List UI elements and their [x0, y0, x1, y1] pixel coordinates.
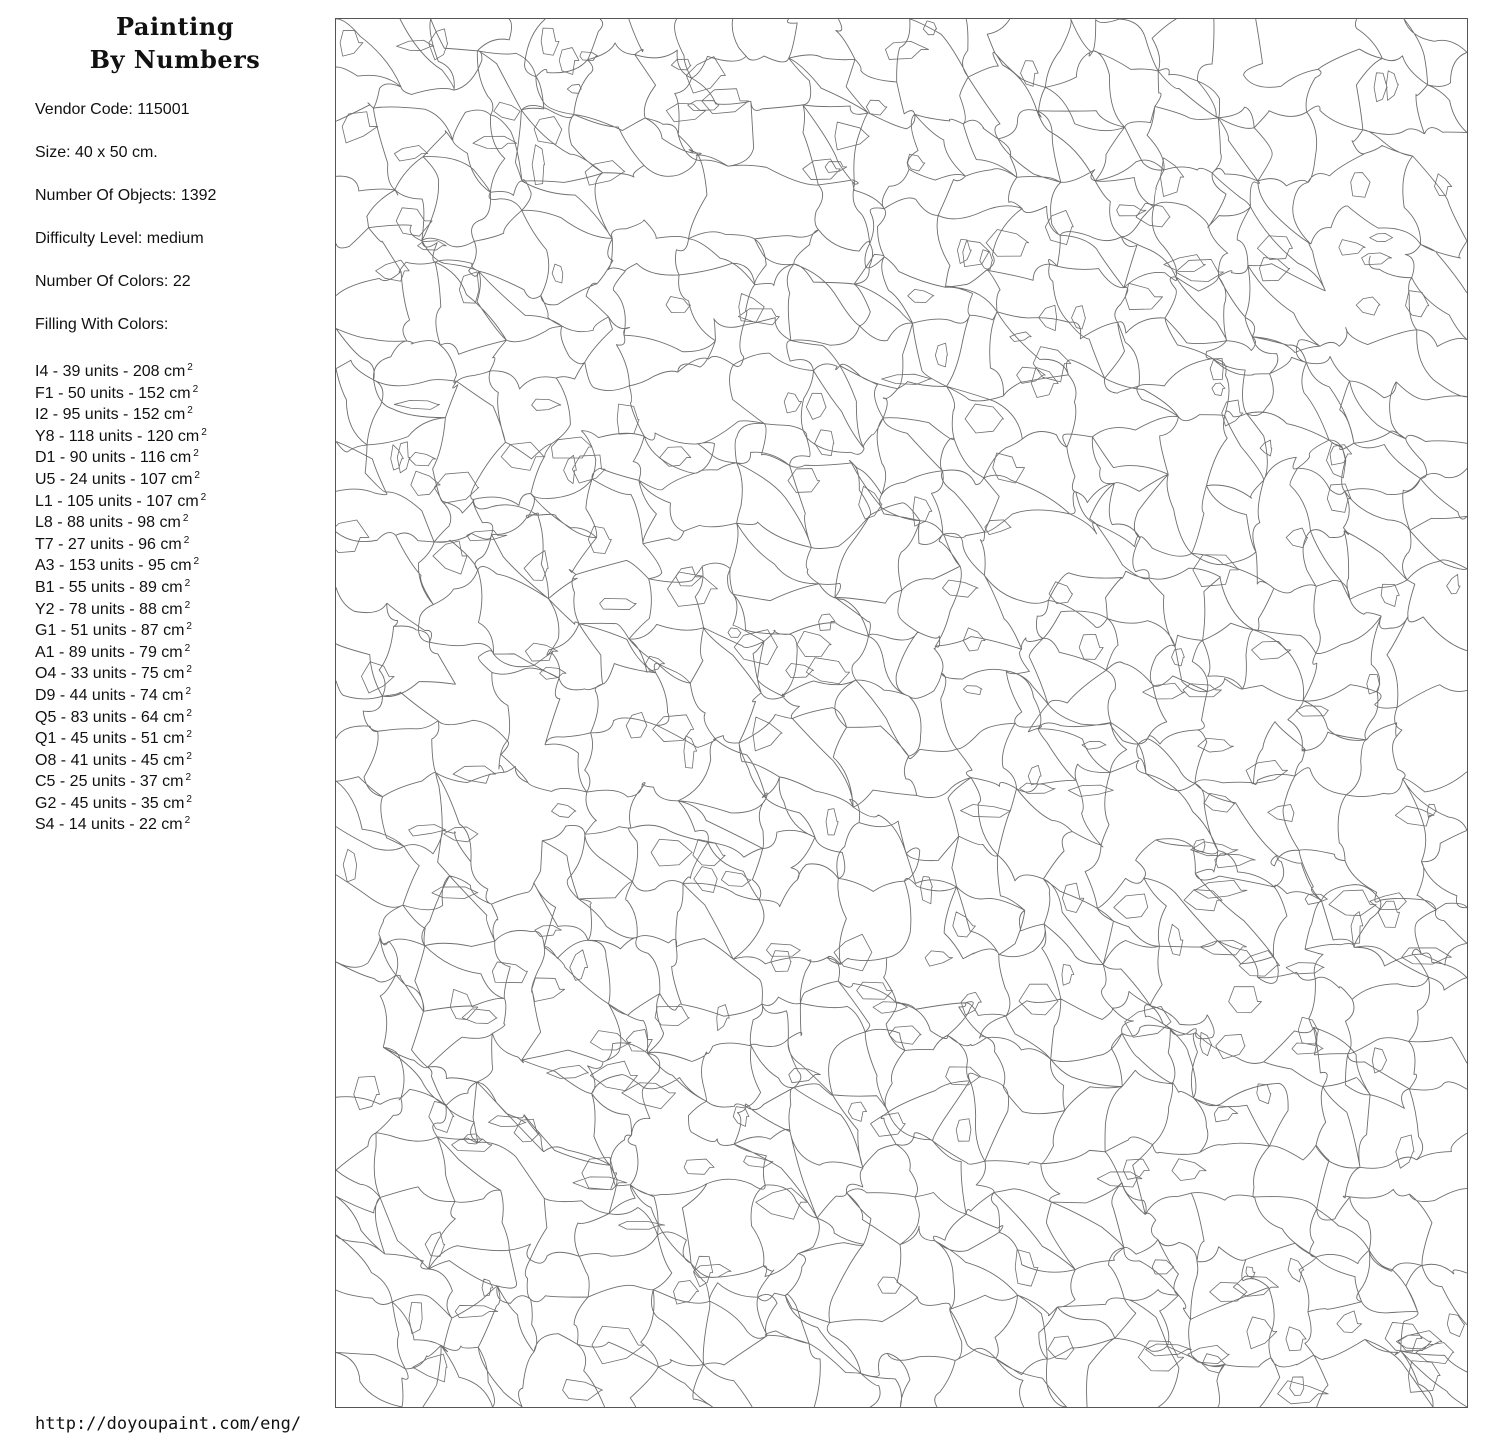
color-item: Q5 - 83 units - 64 cm $^2$: [35, 707, 192, 726]
color-item: A3 - 153 units - 95 cm $^2$: [35, 556, 200, 575]
title-line-1: Painting: [116, 12, 234, 41]
color-item: C5 - 25 units - 37 cm $^2$: [35, 772, 192, 791]
color-item: D1 - 90 units - 116 cm $^2$: [35, 448, 199, 467]
page-title: [60, 10, 290, 76]
color-item: G2 - 45 units - 35 cm $^2$: [35, 793, 192, 812]
color-item: B1 - 55 units - 89 cm $^2$: [35, 577, 191, 596]
color-item: Q1 - 45 units - 51 cm $^2$: [35, 729, 192, 748]
paint-by-numbers-outline: [336, 19, 1467, 1407]
colors-count: Number Of Colors: 22: [35, 273, 191, 290]
color-item: S4 - 14 units - 22 cm $^2$: [35, 815, 191, 834]
color-item: O4 - 33 units - 75 cm $^2$: [35, 664, 192, 683]
difficulty-level: Difficulty Level: medium: [35, 230, 204, 247]
canvas-size: Size: 40 x 50 cm.: [35, 144, 158, 161]
color-item: L1 - 105 units - 107 cm $^2$: [35, 491, 207, 510]
outline-canvas: [335, 18, 1468, 1408]
color-item: U5 - 24 units - 107 cm $^2$: [35, 469, 200, 488]
outline-paths: [336, 19, 1467, 1407]
color-item: A1 - 89 units - 79 cm $^2$: [35, 642, 191, 661]
website-url[interactable]: http://doyoupaint.com/eng/: [35, 1414, 302, 1434]
color-item: L8 - 88 units - 98 cm $^2$: [35, 513, 189, 532]
color-item: I4 - 39 units - 208 cm $^2$: [35, 362, 193, 380]
sidebar: [0, 0, 320, 1453]
color-item: T7 - 27 units - 96 cm $^2$: [35, 534, 190, 553]
color-item: Y2 - 78 units - 88 cm $^2$: [35, 599, 191, 618]
color-item: O8 - 41 units - 45 cm $^2$: [35, 750, 192, 769]
title-line-2: By Numbers: [89, 45, 261, 74]
color-item: G1 - 51 units - 87 cm $^2$: [35, 621, 192, 640]
color-item: F1 - 50 units - 152 cm $^2$: [35, 383, 199, 402]
color-item: D9 - 44 units - 74 cm $^2$: [35, 685, 192, 704]
color-item: I2 - 95 units - 152 cm $^2$: [35, 405, 193, 424]
filling-title: Filling With Colors:: [35, 316, 169, 333]
color-list: [35, 357, 207, 832]
product-info: [35, 98, 216, 356]
color-item: Y8 - 118 units - 120 cm $^2$: [35, 426, 207, 445]
objects-count: Number Of Objects: 1392: [35, 187, 217, 204]
vendor-code: Vendor Code: 115001: [35, 101, 190, 118]
outline-cell-boundaries: [336, 19, 1467, 1407]
